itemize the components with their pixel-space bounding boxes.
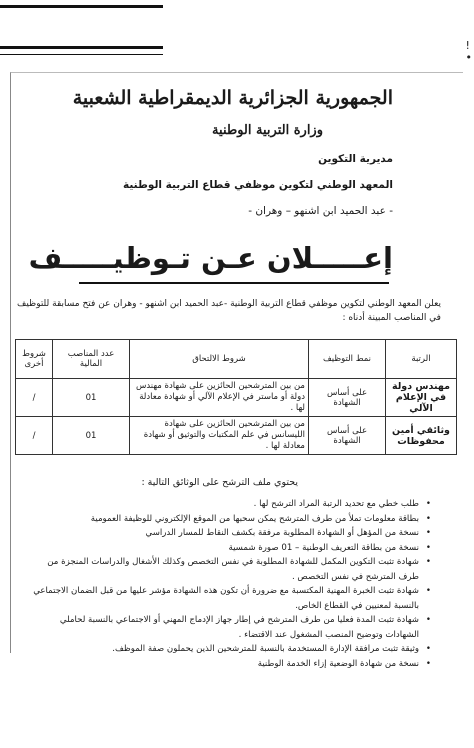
list-item: • نسخة من بطاقة التعريف الوطنية – 01 صورة شمسية (31, 541, 431, 556)
list-item: • وثيقة تثبت مرافقة الإدارة المستخدمة بالنسبة للمترشحين الذين يحملون صفة الموظف. (31, 642, 431, 657)
header-conditions: شروط الالتحاق (130, 340, 309, 379)
cell-rank: وثائقي أمين محفوظات (386, 417, 457, 455)
list-item: • شهادة تثبت الخبرة المهنية المكتسبة مع ضرورة أن تكون هذه الشهادة مؤشر عليها من قبل الضمان الاجتماعي بالنسبة لمعنيين في القطاع الخاص. (31, 584, 431, 613)
documents-heading: يحتوي ملف الترشح على الوثائق التالية : (141, 477, 298, 488)
table-row (16, 417, 457, 455)
intro-paragraph: يعلن المعهد الوطني لتكوين موظفي قطاع التربية الوطنية -عبد الحميد ابن اشنهو - وهران عن فتح مسابقة للتوظيف في المناصب المبينة أدناه : (17, 299, 441, 323)
ministry-title: وزارة التربية الوطنية (212, 123, 323, 138)
top-rule-1 (0, 5, 163, 8)
republic-title: الجمهورية الجزائرية الديمقراطية الشعبية (72, 87, 393, 109)
header-mode: نمط التوظيف (309, 340, 386, 379)
cell-other: / (16, 417, 53, 455)
positions-table (15, 339, 457, 455)
list-item: • طلب خطي مع تحديد الرتبة المراد الترشح لها . (31, 497, 431, 512)
headline-underline (79, 282, 389, 284)
announcement-document (10, 72, 463, 669)
table-header-row (16, 340, 457, 379)
cell-mode: على أساس الشهادة (309, 417, 386, 455)
institute-line: المعهد الوطني لتكوين موظفي قطاع التربية الوطنية (123, 179, 393, 191)
header-count: عدد المناصب المالية (53, 340, 130, 379)
list-item: • نسخة من شهادة الوضعية إزاء الخدمة الوطنية (31, 657, 431, 672)
documents-list (31, 497, 431, 671)
announcement-headline: إعـــــلان عـن تـوظيـــــف (28, 241, 393, 275)
cell-conditions: من بين المترشحين الحائزين على شهادة الليسانس في علم المكتبات والتوثيق أو شهادة معادلة لها . (130, 417, 309, 455)
cell-other: / (16, 379, 53, 417)
header-other: شروط أخرى (16, 340, 53, 379)
address-line: - عبد الحميد ابن اشنهو – وهران - (248, 205, 393, 217)
list-item: • شهادة تثبت المدة فعليا من طرف المترشح في إطار جهاز الإدماج المهني أو الاجتماعي بالنسبة لحاملي الشهادات وتوضيح المنصب المشغول عند الاقتضاء . (31, 613, 431, 642)
cell-rank: مهندس دولة في الإعلام الآلي (386, 379, 457, 417)
top-rule-2 (0, 46, 163, 49)
edge-mark: ! • (465, 39, 472, 64)
cell-conditions: من بين المترشحين الحائزين على شهادة مهندس دولة أو ماستر في الإعلام الآلي أو شهادة معادلة لها . (130, 379, 309, 417)
header-rank: الرتبة (386, 340, 457, 379)
list-item: • بطاقة معلومات تملأ من طرف المترشح يمكن سحبها من الموقع الإلكتروني للوظيفة العمومية (31, 512, 431, 527)
list-item: • شهادة تثبت التكوين المكمل للشهادة المطلوبة في نفس التخصص وكذلك الأشغال والدراسات المنجزة من طرف المترشح في نفس التخصص . (31, 555, 431, 584)
cell-count: 01 (53, 417, 130, 455)
list-item: • نسخة من المؤهل أو الشهادة المطلوبة مرفقة بكشف النقاط للمسار الدراسي (31, 526, 431, 541)
directorate-line: مديرية التكوين (318, 153, 393, 165)
table-row (16, 379, 457, 417)
cell-count: 01 (53, 379, 130, 417)
top-rule-3 (0, 54, 163, 55)
cell-mode: على أساس الشهادة (309, 379, 386, 417)
